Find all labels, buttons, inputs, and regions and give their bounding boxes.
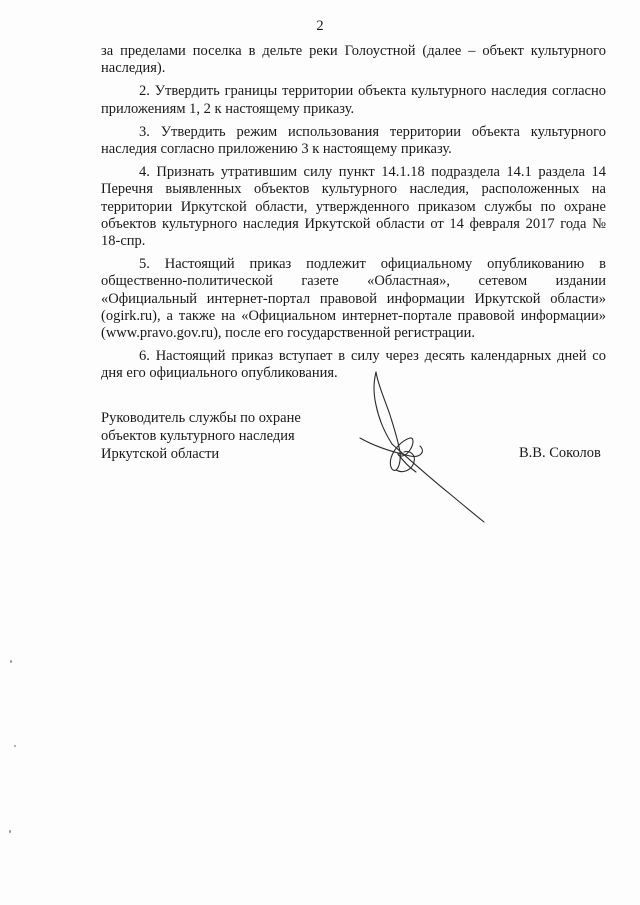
signer-name: В.В. Соколов <box>519 445 601 461</box>
paragraph-item-4: 4. Признать утратившим силу пункт 14.1.18 подраздела 14.1 раздела 14 Перечня выявленных объектов культурного наследия, расположенных на территории Иркутской области, утвержденного приказом службы по охране объектов культурного наследия Иркутской области от 14 февраля 2017 года № 18-спр. <box>101 164 606 250</box>
scan-speck <box>14 745 16 747</box>
page-number: 2 <box>316 18 324 34</box>
signatory-position <box>101 409 301 463</box>
position-line-2: объектов культурного наследия <box>101 428 295 444</box>
scan-speck <box>10 660 12 663</box>
paragraph-item-2: 2. Утвердить границы территории объекта культурного наследия согласно приложениям 1, 2 к настоящему приказу. <box>101 83 606 117</box>
scan-speck <box>9 830 11 833</box>
position-line-3: Иркутской области <box>101 446 220 462</box>
paragraph-continuation: за пределами поселка в дельте реки Голоустной (далее – объект культурного наследия). <box>101 43 606 77</box>
position-line-1: Руководитель службы по охране <box>101 410 301 426</box>
paragraph-item-3: 3. Утвердить режим использования территории объекта культурного наследия согласно приложению 3 к настоящему приказу. <box>101 123 606 158</box>
paragraph-item-5: 5. Настоящий приказ подлежит официальному опубликованию в общественно-политической газете «Областная», сетевом издании «Официальный интернет-портал правовой информации Иркутской области» (ogirk.ru), а также на «Официальном интернет-портале правовой информации» (www.pravo.gov.ru), после его государственной регистрации. <box>101 256 606 342</box>
document-body <box>101 43 606 389</box>
paragraph-item-6: 6. Настоящий приказ вступает в силу через десять календарных дней со дня его официального опубликования. <box>101 348 606 382</box>
